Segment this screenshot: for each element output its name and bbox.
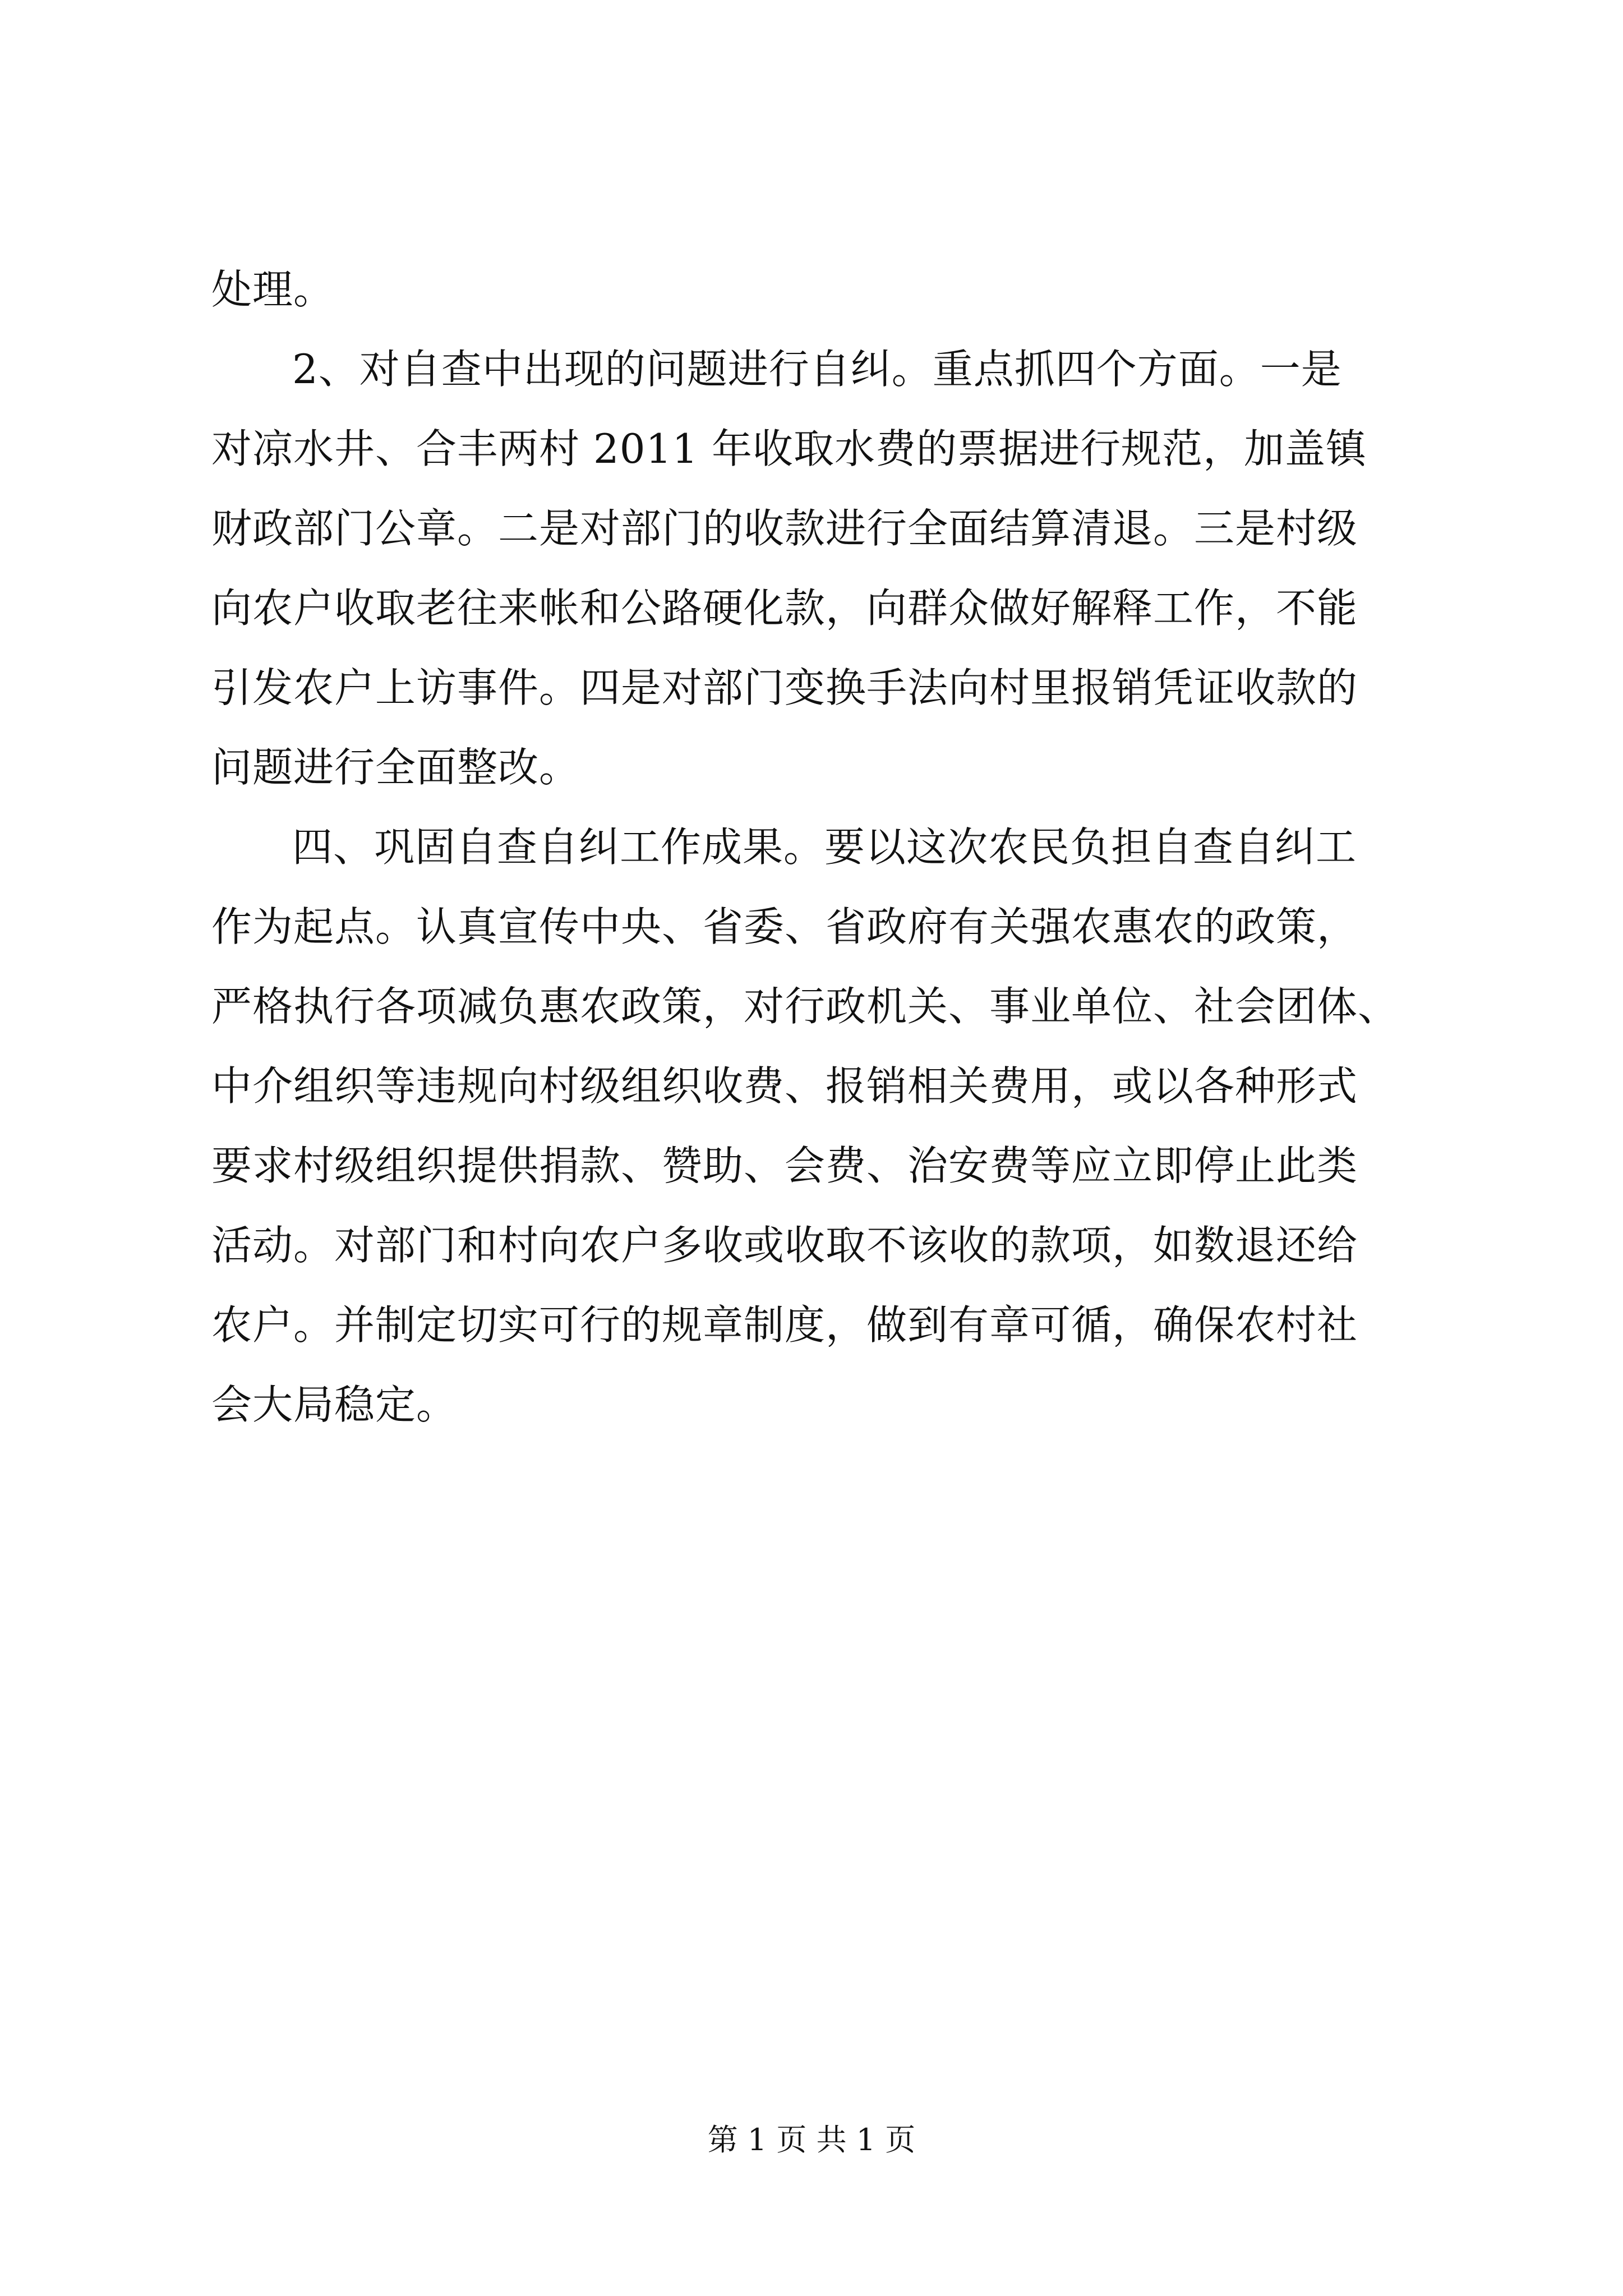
paragraph-item-2-start: 2、对自查中出现的问题进行自纠。重点抓四个方面。一是 [292,346,1342,393]
text-line: 向农户收取老往来帐和公路硬化款，向群众做好解释工作，不能 [211,585,1358,632]
text-line: 严格执行各项减负惠农政策，对行政机关、事业单位、社会团体、 [211,983,1399,1030]
text-line: 农户。并制定切实可行的规章制度，做到有章可循，确保农村社 [211,1301,1358,1349]
text-line: 活动。对部门和村向农户多收或收取不该收的款项，如数退还给 [211,1222,1358,1269]
document-body [211,250,1423,1444]
text-line: 会大局稳定。 [211,1381,458,1428]
text-line: 问题进行全面整改。 [211,744,580,791]
text-line: 财政部门公章。二是对部门的收款进行全面结算清退。三是村级 [211,505,1358,552]
text-line: 作为起点。认真宣传中央、省委、省政府有关强农惠农的政策， [211,903,1358,950]
page-footer: 第 1 页 共 1 页 [707,2122,916,2157]
paragraph-section-4-start: 四、巩固自查自纠工作成果。要以这次农民负担自查自纠工 [292,823,1357,871]
text-line: 引发农户上访事件。四是对部门变换手法向村里报销凭证收款的 [211,664,1358,711]
text-line: 处理。 [211,266,335,313]
text-line: 要求村级组织提供捐款、赞助、会费、治安费等应立即停止此类 [211,1142,1358,1189]
text-line: 对凉水井、合丰两村 2011 年收取水费的票据进行规范，加盖镇 [211,425,1367,472]
text-line: 中介组织等违规向村级组织收费、报销相关费用，或以各种形式 [211,1062,1358,1110]
